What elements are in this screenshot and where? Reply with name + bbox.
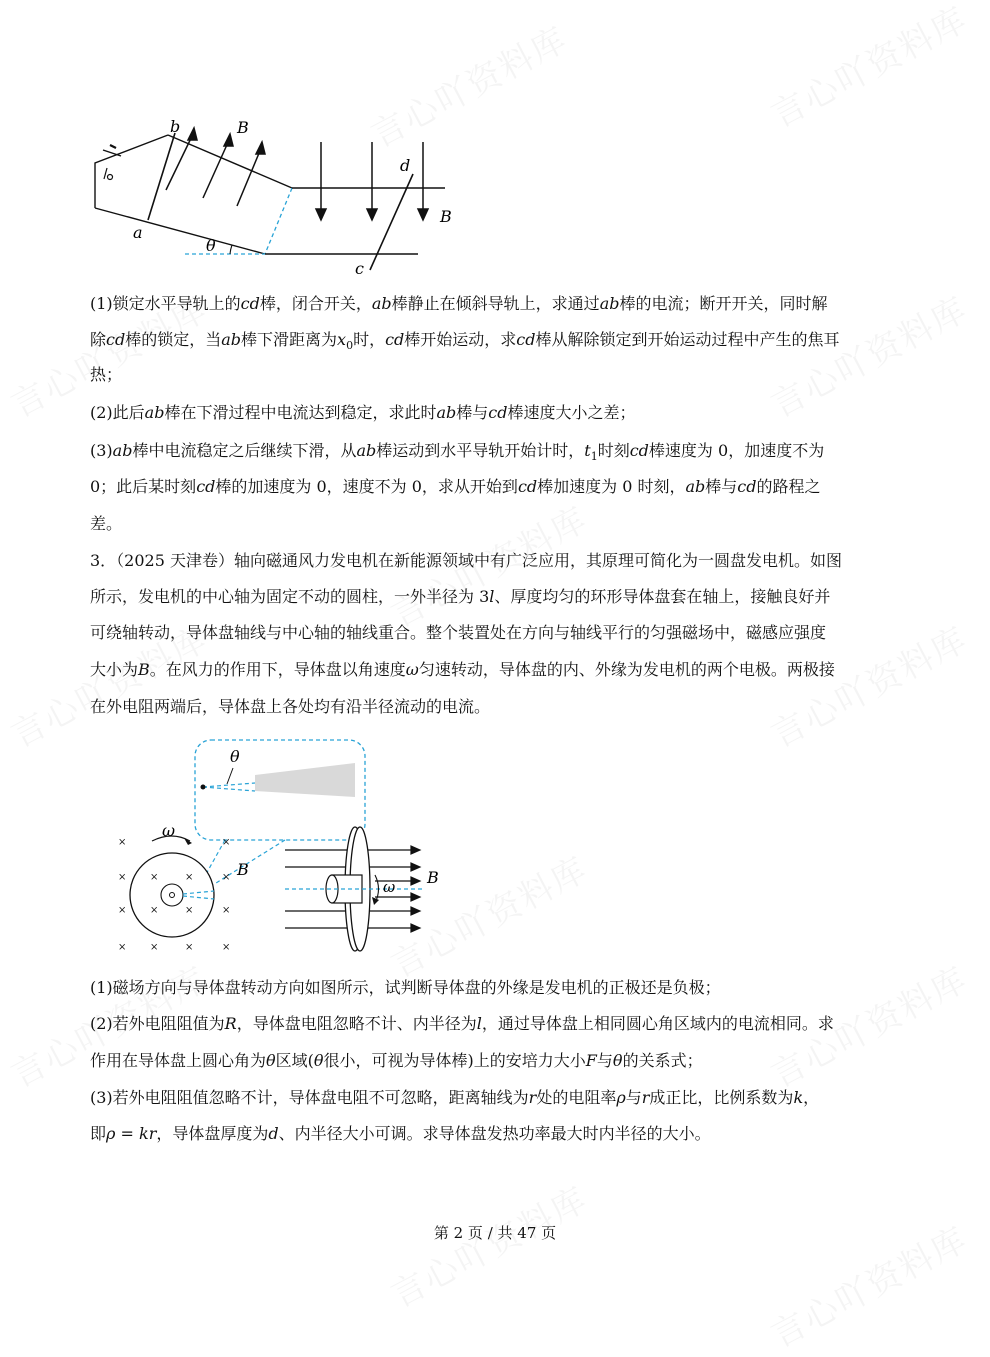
problem2-q2: (2)此后ab棒在下滑过程中电流达到稳定，求此时ab棒与cd棒速度大小之差； xyxy=(90,403,636,422)
problem3-stem-line4: 大小为B。在风力的作用下，导体盘以角速度ω匀速转动，导体盘的内、外缘为发电机的两个电极。两极接 xyxy=(90,660,835,679)
problem3-stem-line2: 所示，发电机的中心轴为固定不动的圆柱，一外半径为 3l、厚度均匀的环形导体盘套在轴上，接触良好并 xyxy=(90,587,831,606)
front-omega-label: ω xyxy=(162,821,176,840)
problem2-q1-line2: 除cd棒的锁定，当ab棒下滑距离为$x_0$时，cd棒开始运动，求cd棒从解除锁定到开始运动过程中产生的焦耳 xyxy=(90,330,840,353)
label-b: b xyxy=(170,117,181,136)
svg-text:×: × xyxy=(118,837,127,848)
svg-text:×: × xyxy=(118,942,127,953)
problem2-q1-line3: 热； xyxy=(90,365,123,384)
svg-text:×: × xyxy=(185,942,194,953)
label-B-vertical: B xyxy=(440,207,452,226)
svg-text:×: × xyxy=(118,905,127,916)
side-B-label: B xyxy=(427,868,439,887)
problem2-q3-line1: (3)ab棒中电流稳定之后继续下滑，从ab棒运动到水平导轨开始计时，$t_1$时刻cd棒速度为 0，加速度不为 xyxy=(90,441,825,464)
problem2-q3-line2: 0；此后某时刻cd棒的加速度为 0，速度不为 0，求从开始到cd棒加速度为 0 时刻，ab棒与cd的路程之 xyxy=(90,477,821,496)
svg-text:×: × xyxy=(185,872,194,883)
svg-text:×: × xyxy=(222,872,231,883)
svg-text:×: × xyxy=(222,837,231,848)
svg-text:×: × xyxy=(150,905,159,916)
svg-text:×: × xyxy=(150,872,159,883)
svg-text:×: × xyxy=(150,942,159,953)
svg-text:×: × xyxy=(222,942,231,953)
problem3-q2-line2: 作用在导体盘上圆心角为θ区域(θ很小，可视为导体棒)上的安培力大小F与θ的关系式； xyxy=(90,1051,703,1070)
label-c: c xyxy=(355,259,364,278)
disc-generator-diagram xyxy=(100,735,460,965)
zoom-theta-label: θ xyxy=(230,747,240,766)
svg-text:×: × xyxy=(118,872,127,883)
problem2-q1-line1: (1)锁定水平导轨上的cd棒，闭合开关，ab棒静止在倾斜导轨上，求通过ab棒的电流；断开开关，同时解 xyxy=(90,294,828,313)
problem3-stem-line5: 在外电阻两端后，导体盘上各处均有沿半径流动的电流。 xyxy=(90,697,491,716)
page-footer: 第 2 页 / 共 47 页 xyxy=(433,1224,557,1242)
label-B-oblique: B xyxy=(237,118,249,137)
label-a: a xyxy=(133,223,143,242)
problem3-stem-line3: 可绕轴转动，导体盘轴线与中心轴的轴线重合。整个装置处在方向与轴线平行的匀强磁场中，磁感应强度 xyxy=(90,623,827,642)
svg-text:×: × xyxy=(185,905,194,916)
problem3-q1: (1)磁场方向与导体盘转动方向如图所示，试判断导体盘的外缘是发电机的正极还是负极； xyxy=(90,978,721,997)
problem3-q3-line1: (3)若外电阻阻值忽略不计，导体盘电阻不可忽略，距离轴线为r处的电阻率ρ与r成正比，比例系数为k， xyxy=(90,1088,820,1107)
watermark xyxy=(761,0,975,137)
label-theta: θ xyxy=(206,236,216,255)
problem3-q3-line2: 即ρ = kr，导体盘厚度为d、内半径大小可调。求导体盘发热功率最大时内半径的大小。 xyxy=(90,1124,711,1143)
problem3-stem-line1: 3．（2025 天津卷）轴向磁通风力发电机在新能源领域中有广泛应用，其原理可简化为一圆盘发电机。如图 xyxy=(90,551,842,570)
problem3-q2-line1: (2)若外电阻阻值为R，导体盘电阻忽略不计、内半径为l，通过导体盘上相同圆心角区域内的电流相同。求 xyxy=(90,1014,834,1033)
rails-diagram xyxy=(80,110,480,285)
watermark xyxy=(381,1172,595,1317)
side-omega-label: ω xyxy=(383,878,396,896)
svg-text:×: × xyxy=(222,905,231,916)
label-d: d xyxy=(400,156,411,175)
front-B-label: B xyxy=(237,860,249,879)
problem2-q3-line3: 差。 xyxy=(90,514,123,533)
